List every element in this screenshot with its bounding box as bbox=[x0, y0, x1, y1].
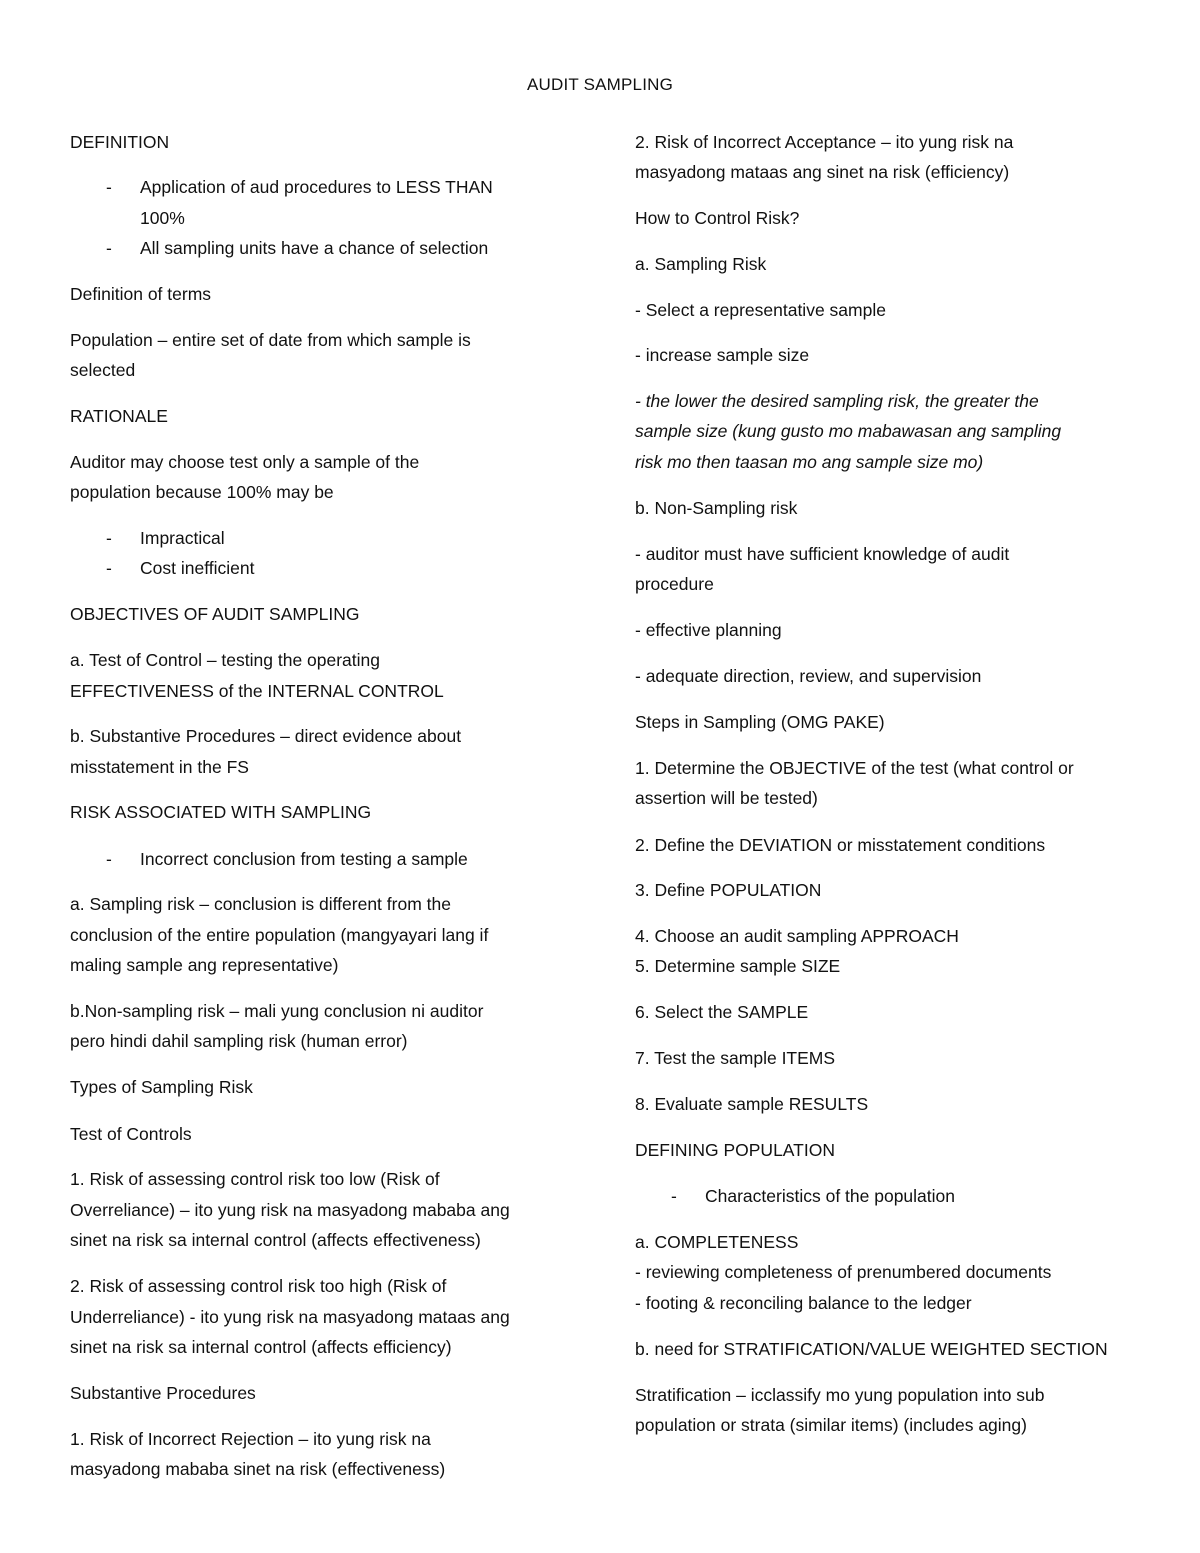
right-bullet-dash: - bbox=[671, 1186, 677, 1206]
right-line: - effective planning bbox=[635, 620, 782, 640]
left-line: Underreliance) - ito yung risk na masyadong mataas ang bbox=[70, 1307, 510, 1327]
left-bullet-dash: - bbox=[106, 558, 112, 578]
left-line: Types of Sampling Risk bbox=[70, 1077, 253, 1097]
right-line: Steps in Sampling (OMG PAKE) bbox=[635, 712, 885, 732]
right-line: - Select a representative sample bbox=[635, 300, 886, 320]
left-line: OBJECTIVES OF AUDIT SAMPLING bbox=[70, 604, 360, 624]
left-line: b.Non-sampling risk – mali yung conclusion ni auditor bbox=[70, 1001, 484, 1021]
left-line: sinet na risk sa internal control (affects efficiency) bbox=[70, 1337, 452, 1357]
right-line: b. Non-Sampling risk bbox=[635, 498, 798, 518]
right-line: 5. Determine sample SIZE bbox=[635, 956, 841, 976]
left-line: RATIONALE bbox=[70, 406, 168, 426]
right-line: How to Control Risk? bbox=[635, 208, 800, 228]
left-line: Auditor may choose test only a sample of the bbox=[70, 452, 420, 472]
left-line: Incorrect conclusion from testing a sample bbox=[140, 849, 468, 869]
left-line: selected bbox=[70, 360, 136, 380]
right-line: - the lower the desired sampling risk, the greater the bbox=[635, 391, 1039, 411]
left-line: b. Substantive Procedures – direct evidence about bbox=[70, 726, 462, 746]
left-bullet-dash: - bbox=[106, 528, 112, 548]
left-line: misstatement in the FS bbox=[70, 757, 249, 777]
left-line: a. Test of Control – testing the operating bbox=[70, 650, 381, 670]
right-line: 8. Evaluate sample RESULTS bbox=[635, 1094, 869, 1114]
right-line: sample size (kung gusto mo mabawasan ang sampling bbox=[635, 421, 1062, 441]
left-line: EFFECTIVENESS of the INTERNAL CONTROL bbox=[70, 681, 444, 701]
left-line: masyadong mababa sinet na risk (effectiveness) bbox=[70, 1459, 446, 1479]
right-line: - reviewing completeness of prenumbered documents bbox=[635, 1262, 1052, 1282]
right-line: 1. Determine the OBJECTIVE of the test (what control or bbox=[635, 758, 1074, 778]
left-bullet-dash: - bbox=[106, 849, 112, 869]
right-line: population or strata (similar items) (includes aging) bbox=[635, 1415, 1027, 1435]
right-line: a. COMPLETENESS bbox=[635, 1232, 799, 1252]
right-line: DEFINING POPULATION bbox=[635, 1140, 835, 1160]
left-bullet-dash: - bbox=[106, 177, 112, 197]
left-line: DEFINITION bbox=[70, 132, 170, 152]
left-line: Test of Controls bbox=[70, 1124, 192, 1144]
left-line: Application of aud procedures to LESS THAN bbox=[140, 177, 493, 197]
right-line: assertion will be tested) bbox=[635, 788, 818, 808]
right-line: masyadong mataas ang sinet na risk (efficiency) bbox=[635, 162, 1010, 182]
right-line: 4. Choose an audit sampling APPROACH bbox=[635, 926, 959, 946]
left-line: Population – entire set of date from which sample is bbox=[70, 330, 471, 350]
right-line: risk mo then taasan mo ang sample size mo) bbox=[635, 452, 984, 472]
left-line: Overreliance) – ito yung risk na masyadong mababa ang bbox=[70, 1200, 510, 1220]
left-line: Definition of terms bbox=[70, 284, 212, 304]
left-line: 2. Risk of assessing control risk too high (Risk of bbox=[70, 1276, 447, 1296]
left-line: All sampling units have a chance of selection bbox=[140, 238, 489, 258]
left-line: a. Sampling risk – conclusion is different from the bbox=[70, 894, 451, 914]
right-line: 7. Test the sample ITEMS bbox=[635, 1048, 836, 1068]
left-line: maling sample ang representative) bbox=[70, 955, 339, 975]
page-title: AUDIT SAMPLING bbox=[526, 75, 674, 94]
left-line: Cost inefficient bbox=[140, 558, 255, 578]
left-line: 1. Risk of assessing control risk too low (Risk of bbox=[70, 1169, 440, 1189]
left-line: population because 100% may be bbox=[70, 482, 334, 502]
left-line: 100% bbox=[140, 208, 185, 228]
right-line: a. Sampling Risk bbox=[635, 254, 767, 274]
right-line: - footing & reconciling balance to the ledger bbox=[635, 1293, 972, 1313]
right-line: 2. Risk of Incorrect Acceptance – ito yung risk na bbox=[635, 132, 1014, 152]
left-bullet-dash: - bbox=[106, 238, 112, 258]
left-line: sinet na risk sa internal control (affects effectiveness) bbox=[70, 1230, 481, 1250]
left-line: 1. Risk of Incorrect Rejection – ito yung risk na bbox=[70, 1429, 431, 1449]
left-line: pero hindi dahil sampling risk (human error) bbox=[70, 1031, 408, 1051]
left-line: conclusion of the entire population (mangyayari lang if bbox=[70, 925, 489, 945]
right-line: Characteristics of the population bbox=[705, 1186, 955, 1206]
right-line: - auditor must have sufficient knowledge of audit bbox=[635, 544, 1010, 564]
right-line: - adequate direction, review, and supervision bbox=[635, 666, 982, 686]
left-line: RISK ASSOCIATED WITH SAMPLING bbox=[70, 802, 372, 822]
right-line: 6. Select the SAMPLE bbox=[635, 1002, 809, 1022]
left-line: Substantive Procedures bbox=[70, 1383, 256, 1403]
left-line: Impractical bbox=[140, 528, 225, 548]
right-line: procedure bbox=[635, 574, 714, 594]
right-line: b. need for STRATIFICATION/VALUE WEIGHTED SECTION bbox=[635, 1339, 1108, 1359]
right-line: 3. Define POPULATION bbox=[635, 880, 822, 900]
right-line: Stratification – icclassify mo yung population into sub bbox=[635, 1385, 1045, 1405]
right-line: 2. Define the DEVIATION or misstatement conditions bbox=[635, 835, 1046, 855]
right-line: - increase sample size bbox=[635, 345, 810, 365]
